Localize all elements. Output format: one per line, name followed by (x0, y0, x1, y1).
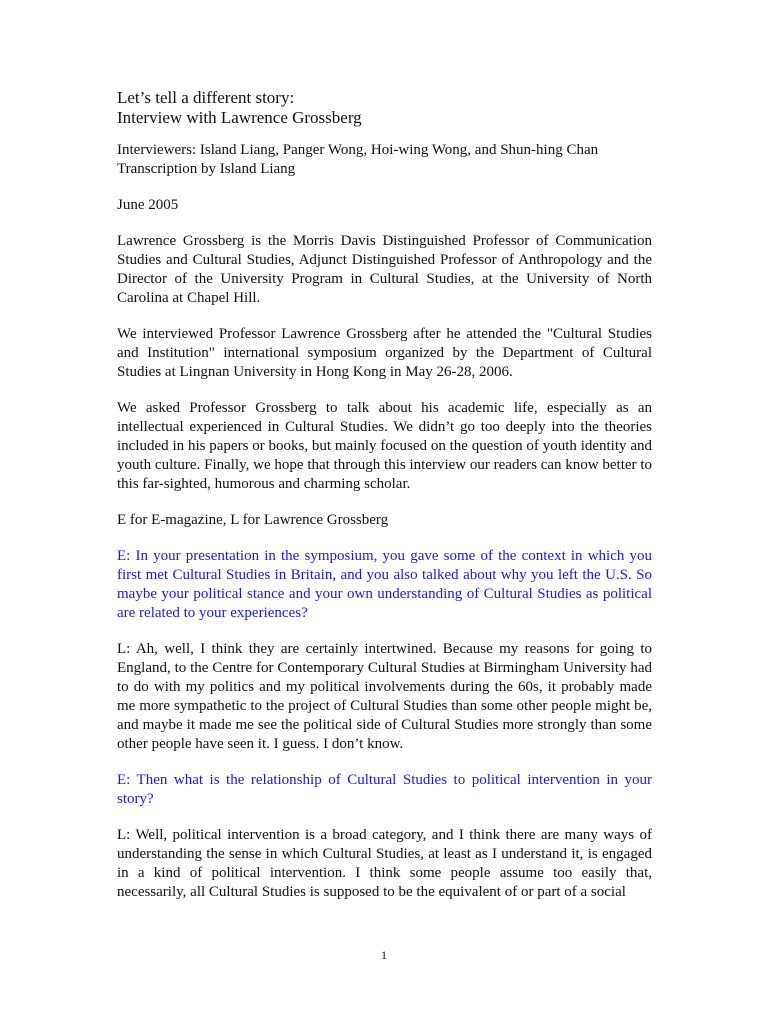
question-2: E: Then what is the relationship of Cultural Studies to political intervention in your story? (117, 772, 652, 807)
question-1: E: In your presentation in the symposium, you gave some of the context in which you first met Cultural Studies in Britain, and you also talked about why you left the U.S. So maybe your political stance and your own understanding of Cultural Studies as political are related to your experiences? (117, 548, 652, 621)
answer-1: L: Ah, well, I think they are certainly intertwined. Because my reasons for going to England, to the Centre for Contemporary Cultural Studies at Birmingham University had to do with my politics and my political involvements during the 60s, it probably made me more sympathetic to the project of Cultural Studies than some other people might be, and maybe it made me see the political side of Cultural Studies more strongly than some other people have seen it. I guess. I don’t know. (117, 641, 652, 752)
transcription-line: Transcription by Island Liang (117, 161, 296, 177)
context-paragraph: We interviewed Professor Lawrence Grossberg after he attended the "Cultural Studies and Institution" international symposium organized by the Department of Cultural Studies at Lingnan University in Hong Kong in May 26-28, 2006. (117, 326, 652, 380)
title-line-2: Interview with Lawrence Grossberg (117, 108, 362, 127)
focus-paragraph: We asked Professor Grossberg to talk about his academic life, especially as an intellectual experienced in Cultural Studies. We didn’t go too deeply into the theories included in his papers or books, but mainly focused on the question of youth identity and youth culture. Finally, we hope that through this interview our readers can know better to this far-sighted, humorous and charming scholar. (117, 400, 652, 492)
credits (117, 141, 652, 179)
answer-2: L: Well, political intervention is a broad category, and I think there are many ways of understanding the sense in which Cultural Studies, at least as I understand it, is engaged in a kind of political intervention. I think some people assume too easily that, necessarily, all Cultural Studies is supposed to be the equivalent of or part of a social (117, 827, 652, 900)
document-title (117, 88, 652, 128)
document-page (117, 88, 652, 919)
interview-date: June 2005 (117, 197, 179, 213)
title-line-1: Let’s tell a different story: (117, 88, 295, 107)
interviewers-line: Interviewers: Island Liang, Panger Wong, Hoi-wing Wong, and Shun-hing Chan (117, 142, 599, 158)
speaker-legend: E for E-magazine, L for Lawrence Grossberg (117, 512, 389, 528)
bio-paragraph: Lawrence Grossberg is the Morris Davis Distinguished Professor of Communication Studies and Cultural Studies, Adjunct Distinguished Professor of Anthropology and the Director of the University Program in Cultural Studies, at the University of North Carolina at Chapel Hill. (117, 233, 652, 306)
page-number: 1 (381, 948, 387, 962)
